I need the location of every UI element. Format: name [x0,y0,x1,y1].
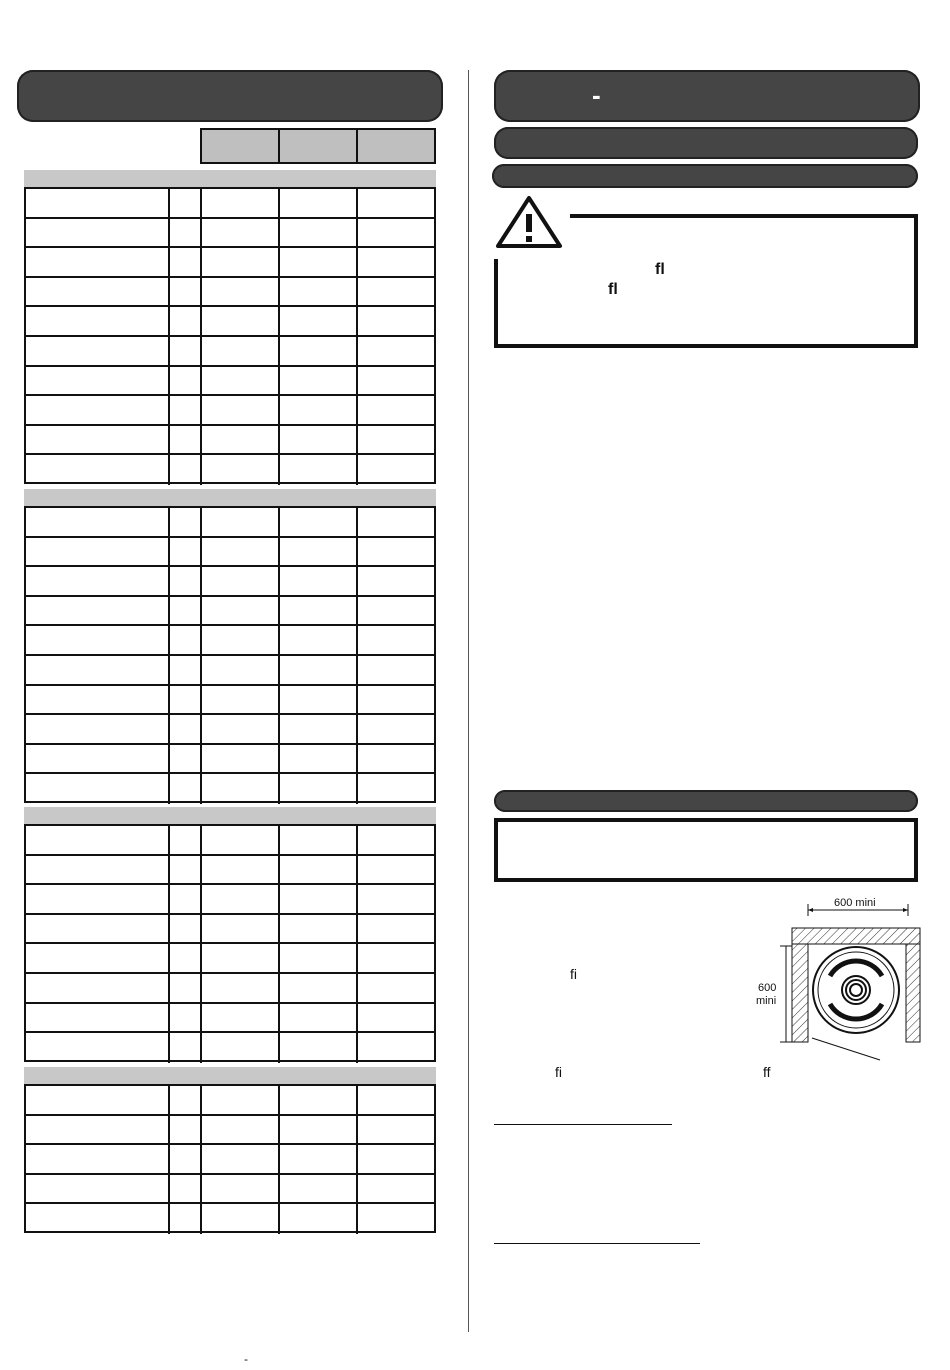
table-row [26,567,434,597]
table-cell [170,1175,202,1203]
table-cell [170,337,202,365]
table-cell [280,826,358,854]
table-cell [202,656,280,684]
table-cell [280,715,358,743]
table-row [26,538,434,568]
table-cell [202,426,280,454]
table-cell [202,1204,280,1234]
table-cell [358,189,434,217]
table-row [26,307,434,337]
table-cell [170,538,202,566]
table-cell [26,885,170,913]
table-cell [26,1086,170,1114]
diagram-height-label: 600 [758,982,777,994]
table-row [26,1175,434,1205]
table-cell [280,508,358,536]
table-cell [358,745,434,773]
table-cell [358,1145,434,1173]
text-fragment: fi [555,1064,562,1080]
table-cell [170,885,202,913]
table-cell [202,597,280,625]
table-cell [280,426,358,454]
table-cell [280,1204,358,1234]
right-subheader-2 [492,164,918,188]
table-cell [26,826,170,854]
column-header-1 [202,130,280,162]
table-cell [170,367,202,395]
table-cell [358,567,434,595]
table-cell [358,1086,434,1114]
table-cell [358,885,434,913]
table-cell [280,626,358,654]
table-cell [280,248,358,276]
table-cell [280,337,358,365]
table-row [26,278,434,308]
right-title-dash: - [592,80,601,110]
text-fragment: ff [763,1064,771,1080]
table-cell [170,1004,202,1032]
table-cell [26,1204,170,1234]
table-cell [358,826,434,854]
table-cell [170,426,202,454]
table-cell [202,856,280,884]
table-cell [280,1116,358,1144]
table-cell [202,508,280,536]
warning-triangle-icon [494,194,564,250]
table-cell [202,626,280,654]
table-row [26,248,434,278]
text-fragment: fi [570,966,577,982]
table-cell [280,597,358,625]
spec-table-section [24,824,436,1062]
table-cell [280,656,358,684]
table-cell [170,856,202,884]
clearance-diagram [750,890,925,1065]
table-cell [202,944,280,972]
table-row [26,774,434,804]
table-cell [358,367,434,395]
table-cell [202,715,280,743]
table-cell [280,915,358,943]
spec-table-column-headers [200,128,436,164]
table-cell [26,745,170,773]
table-row [26,1204,434,1234]
table-cell [26,248,170,276]
right-title-bar [494,70,920,122]
table-cell [358,686,434,714]
table-cell [26,626,170,654]
table-cell [26,455,170,485]
table-cell [280,396,358,424]
table-cell [280,974,358,1002]
table-row [26,1033,434,1063]
table-cell [358,715,434,743]
table-cell [26,974,170,1002]
table-row [26,974,434,1004]
column-divider [468,70,469,1332]
table-cell [170,508,202,536]
table-cell [26,278,170,306]
table-cell [202,885,280,913]
table-cell [26,774,170,804]
table-row [26,455,434,485]
table-cell [280,856,358,884]
table-cell [358,1175,434,1203]
spec-section-header [24,170,436,187]
table-cell [170,1086,202,1114]
table-cell [358,219,434,247]
table-cell [202,1033,280,1063]
table-cell [202,826,280,854]
table-cell [358,1116,434,1144]
left-title-bar [17,70,443,122]
table-cell [202,538,280,566]
table-cell [358,856,434,884]
table-cell [170,944,202,972]
table-cell [26,1175,170,1203]
table-row [26,856,434,886]
table-cell [26,715,170,743]
table-cell [170,1116,202,1144]
table-cell [26,944,170,972]
table-cell [170,597,202,625]
table-cell [26,189,170,217]
table-cell [26,856,170,884]
table-cell [202,1145,280,1173]
table-cell [26,219,170,247]
table-row [26,219,434,249]
info-box [494,818,918,882]
table-cell [202,189,280,217]
warning-text-fragment: fl [608,281,618,298]
table-cell [358,1204,434,1234]
table-row [26,826,434,856]
table-cell [170,715,202,743]
table-cell [26,656,170,684]
table-cell [358,656,434,684]
table-row [26,715,434,745]
table-cell [26,1145,170,1173]
table-cell [26,1004,170,1032]
table-cell [170,396,202,424]
table-cell [170,826,202,854]
table-cell [358,508,434,536]
table-row [26,686,434,716]
table-cell [280,455,358,485]
table-cell [358,278,434,306]
table-row [26,745,434,775]
table-cell [280,745,358,773]
table-cell [26,367,170,395]
column-header-3 [358,130,434,162]
table-cell [170,307,202,335]
table-cell [202,219,280,247]
spec-section-header [24,1067,436,1084]
table-cell [26,686,170,714]
right-section-bar [494,790,918,812]
table-cell [280,686,358,714]
table-cell [280,1033,358,1063]
table-cell [358,944,434,972]
table-cell [202,1004,280,1032]
table-cell [26,396,170,424]
table-cell [26,307,170,335]
spec-table-section [24,1084,436,1233]
warning-text-fragment: fl [655,261,665,278]
table-cell [280,1175,358,1203]
table-cell [26,426,170,454]
table-cell [280,538,358,566]
table-cell [202,337,280,365]
spec-section-header [24,489,436,506]
table-cell [358,974,434,1002]
table-cell [358,396,434,424]
table-cell [170,248,202,276]
diagram-width-label: 600 mini [834,897,876,909]
table-cell [26,538,170,566]
table-cell [358,248,434,276]
table-cell [26,508,170,536]
table-cell [358,337,434,365]
table-cell [280,1004,358,1032]
table-cell [170,915,202,943]
table-cell [170,189,202,217]
table-cell [26,337,170,365]
table-cell [26,597,170,625]
table-cell [170,278,202,306]
table-cell [358,774,434,804]
table-cell [358,1033,434,1063]
table-cell [280,1086,358,1114]
table-row [26,396,434,426]
table-cell [170,1033,202,1063]
table-cell [202,745,280,773]
table-cell [280,307,358,335]
table-cell [170,219,202,247]
table-cell [170,626,202,654]
table-row [26,1004,434,1034]
table-cell [170,686,202,714]
table-cell [358,597,434,625]
table-cell [280,774,358,804]
table-row [26,944,434,974]
table-row [26,189,434,219]
table-row [26,1086,434,1116]
table-cell [202,774,280,804]
table-row [26,1145,434,1175]
table-cell [358,626,434,654]
column-header-2 [280,130,358,162]
table-cell [202,686,280,714]
table-cell [202,974,280,1002]
table-cell [202,248,280,276]
right-subheader-1 [494,127,918,159]
table-cell [280,278,358,306]
table-cell [280,189,358,217]
spec-section-header [24,807,436,824]
table-cell [358,1004,434,1032]
table-cell [170,1204,202,1234]
table-row [26,915,434,945]
table-cell [202,367,280,395]
table-cell [202,1116,280,1144]
table-cell [202,567,280,595]
table-row [26,656,434,686]
table-cell [202,307,280,335]
table-row [26,626,434,656]
table-cell [26,567,170,595]
table-cell [358,915,434,943]
table-row [26,1116,434,1146]
table-cell [358,455,434,485]
table-row [26,367,434,397]
table-row [26,508,434,538]
table-cell [26,1116,170,1144]
table-cell [280,885,358,913]
table-row [26,597,434,627]
page-footer-dash: - [244,1352,248,1366]
table-cell [202,915,280,943]
table-cell [26,1033,170,1063]
table-cell [170,974,202,1002]
table-row [26,337,434,367]
table-cell [280,367,358,395]
table-cell [202,278,280,306]
table-cell [280,944,358,972]
spec-table-section [24,506,436,803]
table-cell [170,1145,202,1173]
table-cell [358,538,434,566]
underline-rule [494,1124,672,1125]
table-cell [202,396,280,424]
table-cell [170,745,202,773]
table-cell [280,219,358,247]
table-cell [26,915,170,943]
table-cell [280,567,358,595]
table-cell [170,567,202,595]
table-cell [170,455,202,485]
table-cell [202,1175,280,1203]
table-cell [358,426,434,454]
spec-table-section [24,187,436,484]
diagram-height-unit-label: mini [756,995,777,1007]
underline-rule [494,1243,700,1244]
table-cell [280,1145,358,1173]
table-cell [170,656,202,684]
table-row [26,885,434,915]
table-cell [202,455,280,485]
table-cell [358,307,434,335]
table-cell [202,1086,280,1114]
table-cell [170,774,202,804]
table-row [26,426,434,456]
